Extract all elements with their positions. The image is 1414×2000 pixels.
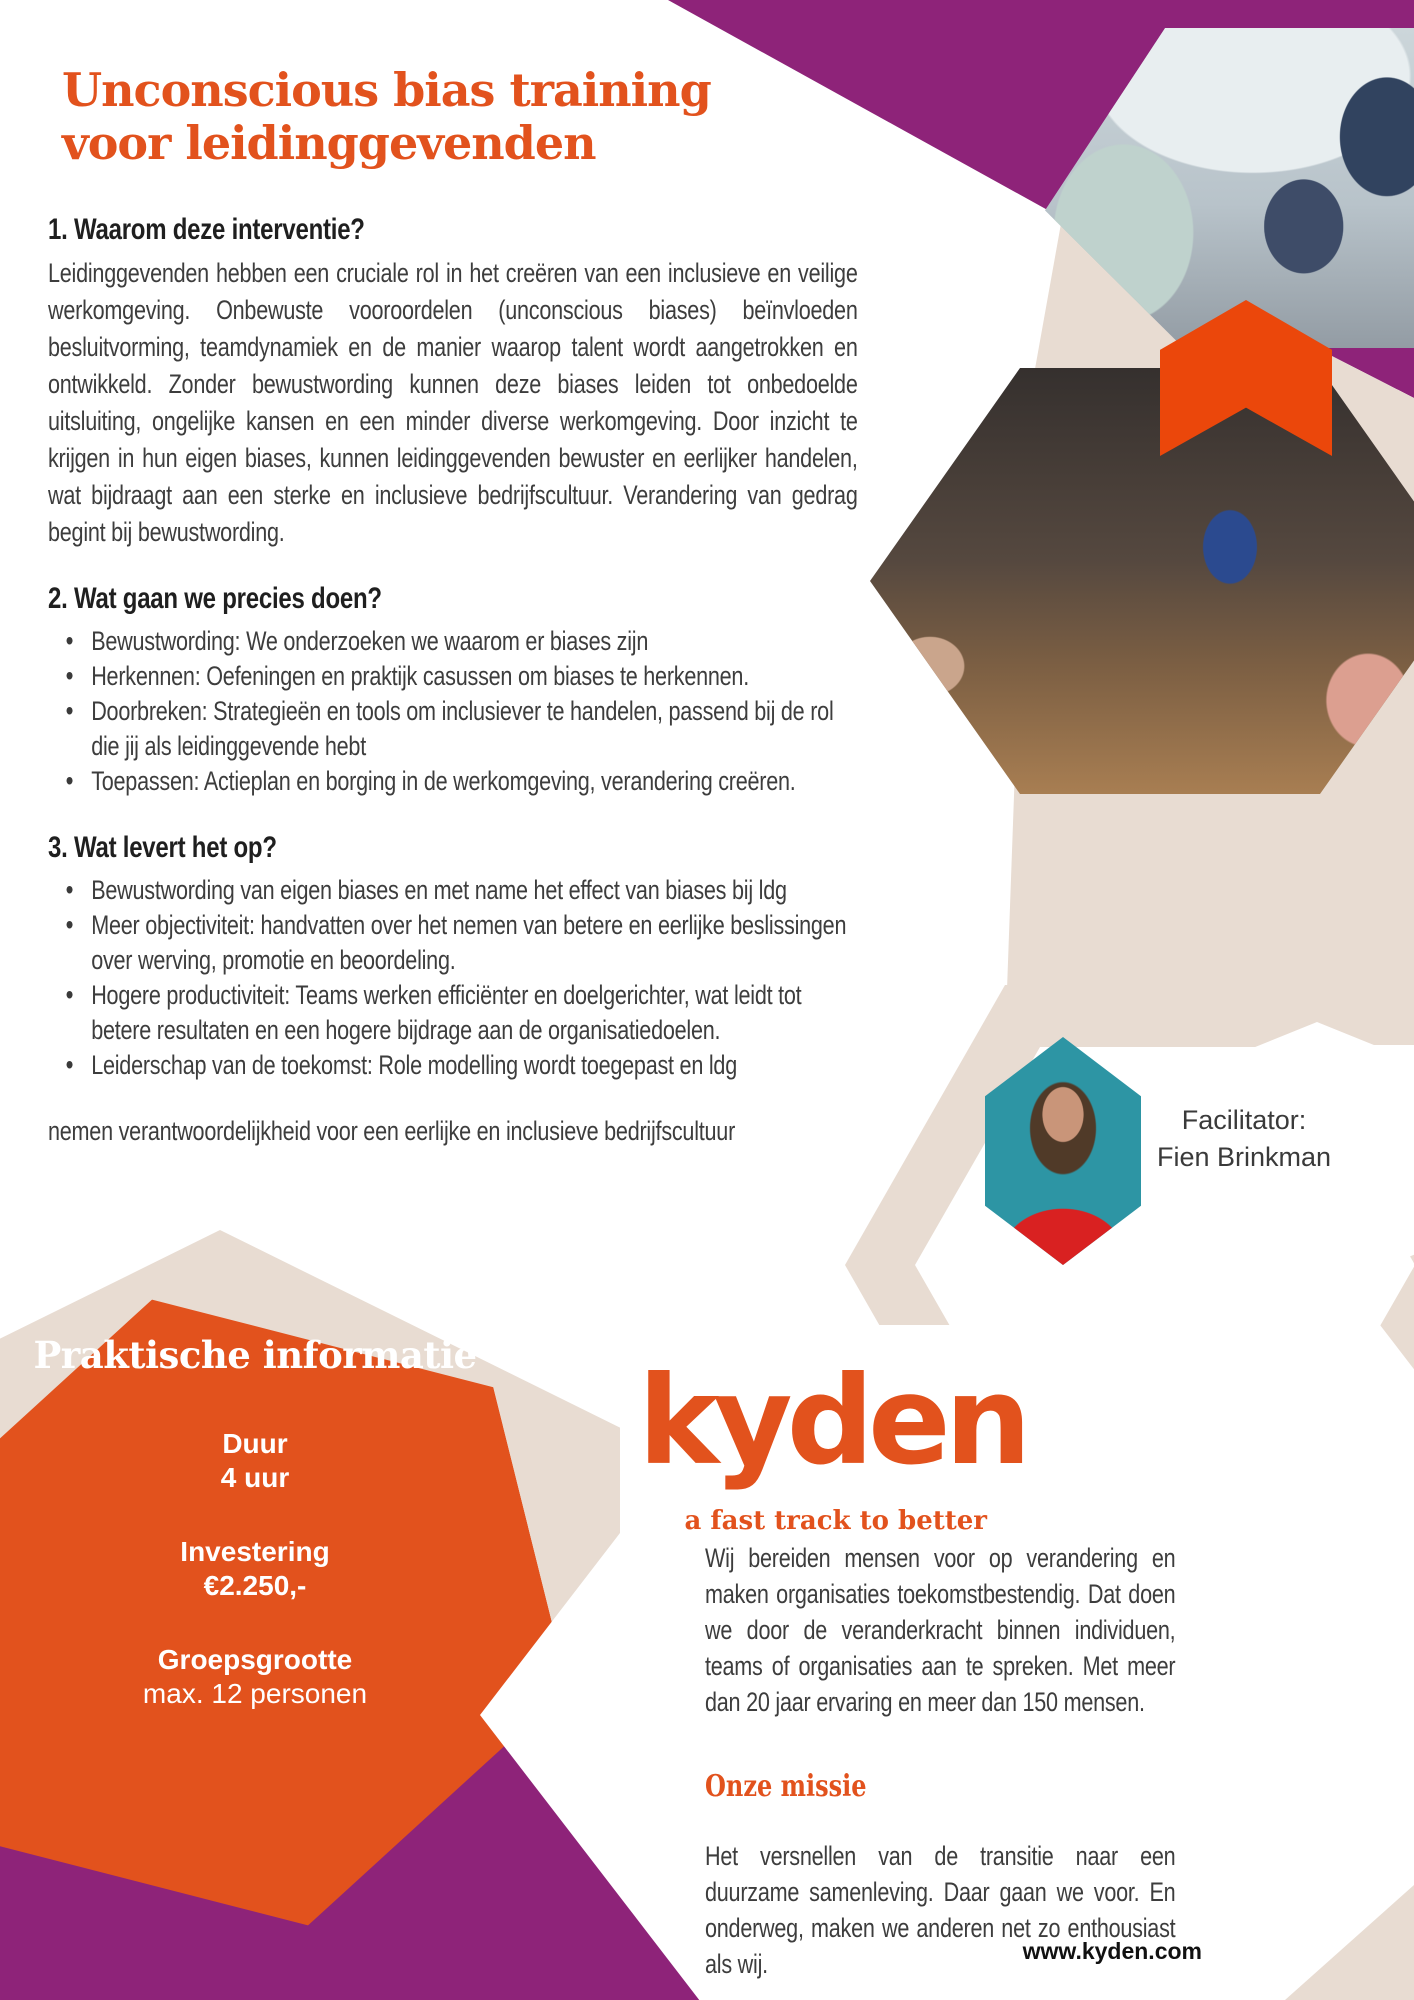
brand-about-paragraph: Wij bereiden mensen voor op verandering en maken organisaties toekomstbestendig. Dat doen we door de veranderkracht binnen individuen, teams of organisaties aan te spreken. Met meer dan 20 jaar ervaring en meer dan 150 mensen. [705,1543,1176,1717]
results-bullet-list [48,873,858,1083]
practical-item-value: 4 uur [220,1462,290,1493]
section-heading-what: 2. Wat gaan we precies doen? [48,582,382,615]
workshop-photo [870,368,1414,794]
practical-info-panel [30,1333,480,1751]
main-content [48,212,858,1149]
section-paragraph-why: Leidinggevenden hebben een cruciale rol in het creëren van een inclusieve en veilige werkomgeving. Onbewuste vooroordelen (unconscious biases) beïnvloeden besluitvorming, teamdynamiek en de manier waarop talent wordt aangetrokken en ontwikkeld. Zonder bewustwording kunnen deze biases leiden tot onbedoelde uitsluiting, ongelijke kansen en een minder diverse werkomgeving. Door inzicht te krijgen in hun eigen biases, kunnen leidinggevenden bewuster en eerlijker handelen, wat bijdraagt aan een sterke en inclusieve bedrijfscultuur. Verandering van gedrag begint bij bewustwording. [48,258,858,547]
list-item: • Hogere productiviteit: Teams werken efficiënter en doelgerichter, wat leidt tot betere resultaten en een hogere bijdrage aan de organisatiedoelen. [48,978,858,1048]
mission-paragraph: Het versnellen van de transitie naar een duurzame samenleving. Daar gaan we voor. En onderweg, maken we anderen net zo enthousiast als wij. [705,1841,1176,1979]
page-title [62,64,711,171]
facilitator-name: Fien Brinkman [1156,1142,1332,1172]
section-heading-why: 1. Waarom deze interventie? [48,213,365,246]
facilitator-label: Facilitator: [1181,1105,1307,1135]
practical-item-label: Groepsgrootte [157,1644,353,1675]
website-link[interactable]: www.kyden.com [1022,1938,1202,1964]
list-item: • Bewustwording: We onderzoeken we waarom er biases zijn [48,624,858,659]
practical-item-value: €2.250,- [203,1570,307,1601]
practical-info-title: Praktische informatie [33,1333,477,1377]
brand-tagline: a fast track to better [684,1506,987,1536]
list-item: • Toepassen: Actieplan en borging in de werkomgeving, verandering creëren. [48,764,858,799]
section-heading-results: 3. Wat levert het op? [48,831,277,864]
facilitator-caption [1146,1102,1342,1176]
list-item: • Doorbreken: Strategieën en tools om inclusiever te handelen, passend bij de rol die jij als leidinggevende hebt [48,694,858,764]
practical-item-value: max. 12 personen [142,1678,368,1709]
results-trailing-line: nemen verantwoordelijkheid voor een eerlijke en inclusieve bedrijfscultuur [48,1116,736,1146]
kyden-logo: kyden [638,1350,1026,1492]
page-title-line1: Unconscious bias training [62,63,711,117]
page-title-line2: voor leidinggevenden [62,116,596,171]
list-item: • Meer objectiviteit: handvatten over het nemen van betere en eerlijke beslissingen over werving, promotie en beoordeling. [48,908,858,978]
brand-copy [705,1540,1175,1982]
mission-heading: Onze missie [705,1769,867,1804]
list-item: • Bewustwording van eigen biases en met name het effect van biases bij ldg [48,873,858,908]
practical-item-label: Investering [180,1536,330,1567]
list-item: • Herkennen: Oefeningen en praktijk casussen om biases te herkennen. [48,659,858,694]
what-bullet-list [48,624,858,799]
practical-item-label: Duur [222,1428,288,1459]
list-item: • Leiderschap van de toekomst: Role modelling wordt toegepast en ldg [48,1048,858,1083]
